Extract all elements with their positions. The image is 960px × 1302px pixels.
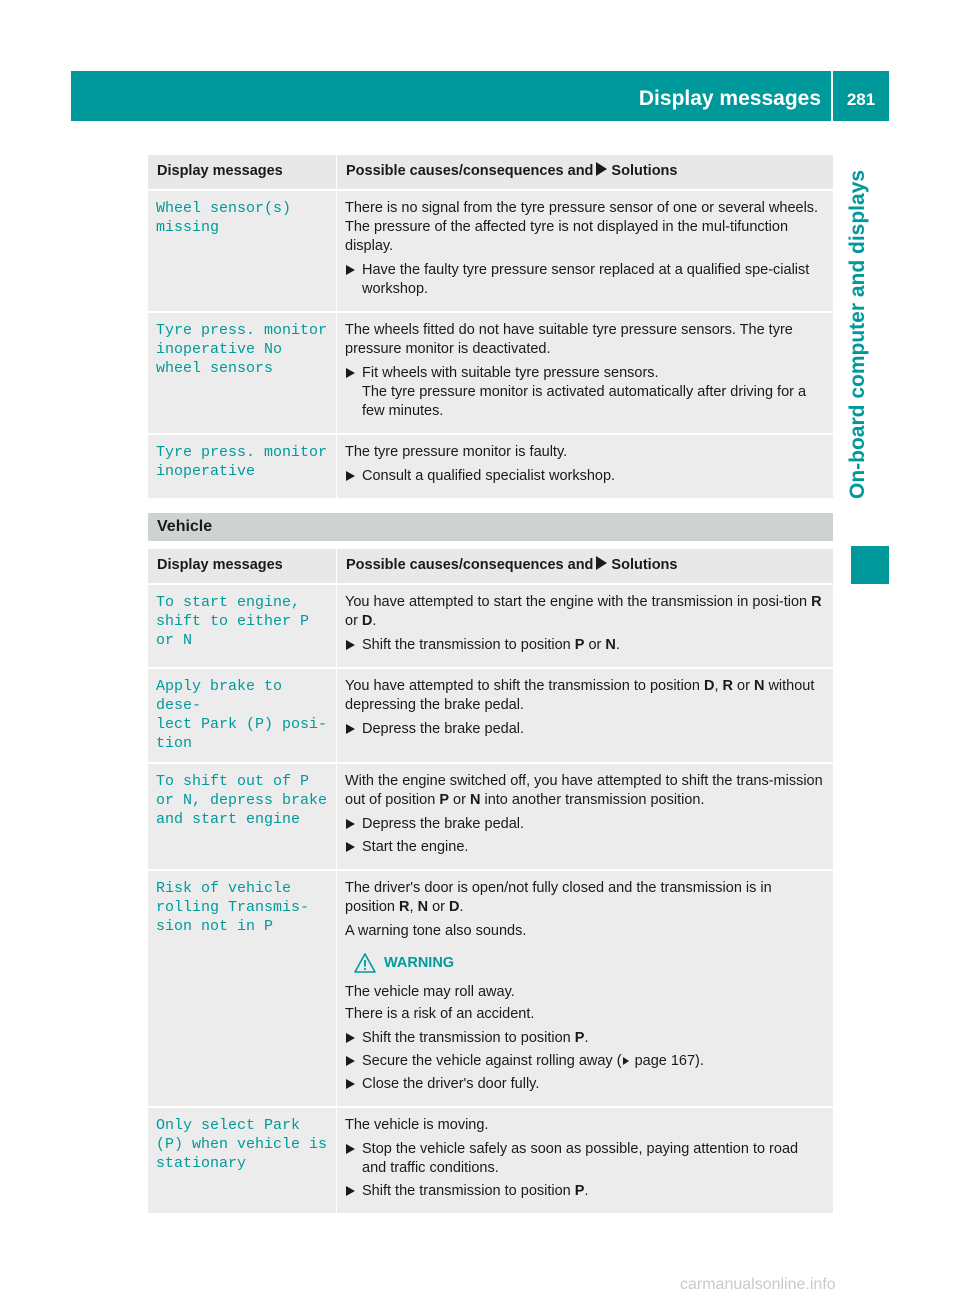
warning-label: WARNING: [384, 954, 455, 971]
message-code-cell: [148, 669, 337, 764]
step-arrow-icon: [346, 1144, 355, 1154]
text-segment: into another transmission position.: [480, 792, 705, 808]
step-arrow-icon: [346, 1056, 355, 1066]
step-arrow-icon: [346, 265, 355, 275]
text-segment: or: [345, 613, 362, 629]
step-text: Depress the brake pedal.: [362, 816, 525, 832]
gear-label: P: [574, 1183, 585, 1199]
step-text: Secure the vehicle against rolling away (: [362, 1053, 622, 1069]
message-code-cell: [148, 1108, 337, 1215]
message-detail-cell: [337, 191, 833, 313]
table-header-row: [148, 549, 833, 585]
chapter-side-label: On-board computer and displays: [846, 170, 869, 500]
table-row: [148, 435, 833, 500]
gear-label: N: [605, 637, 616, 653]
message-code: Only select Park (P) when vehicle is stationary: [156, 1117, 328, 1172]
text-segment: .: [584, 1030, 589, 1046]
table-row: [148, 191, 833, 313]
table-row: [148, 313, 833, 435]
col-solutions-label: Solutions: [611, 163, 678, 179]
step-text: Depress the brake pedal.: [362, 721, 525, 737]
text-segment: .: [584, 1183, 589, 1199]
gear-label: N: [417, 899, 429, 915]
cause-text: A warning tone also sounds.: [345, 923, 527, 939]
message-code: To shift out of P or N, depress brake and start engine: [156, 773, 328, 828]
text-segment: .: [459, 899, 464, 915]
header-bar: [71, 71, 889, 121]
message-detail-cell: [337, 585, 833, 669]
message-code: Tyre press. monitor inoperative: [156, 444, 328, 480]
step-arrow-icon: [346, 724, 355, 734]
step-text: Shift the transmission to position: [362, 637, 575, 653]
text-segment: or: [449, 792, 470, 808]
step-text: Shift the transmission to position: [362, 1183, 575, 1199]
step-arrow-icon: [346, 1079, 355, 1089]
message-detail-cell: [337, 313, 833, 435]
table-row: [148, 764, 833, 871]
gear-label: N: [469, 792, 481, 808]
arrow-icon: [596, 556, 607, 570]
step-note: The tyre pressure monitor is activated automatically after driving for a few minutes.: [362, 384, 807, 419]
solution-step: [345, 1052, 825, 1071]
text-segment: The driver's door is open/not fully closed and the transmission is in position: [345, 880, 772, 915]
cause-text: There is no signal from the tyre pressure sensor of one or several wheels. The pressure of the affected tyre is not displayed in the mul-tifunction display.: [345, 200, 819, 254]
warning-heading: [354, 953, 825, 973]
tyre-messages-table: [148, 155, 833, 500]
step-arrow-icon: [346, 842, 355, 852]
warning-text: The vehicle may roll away.: [345, 984, 515, 1000]
solution-step: [345, 364, 825, 421]
solution-step: [345, 1140, 825, 1178]
col-display-messages: Display messages: [148, 155, 337, 191]
message-code-cell: [148, 191, 337, 313]
message-detail-cell: [337, 669, 833, 764]
gear-label: R: [722, 678, 733, 694]
col-solutions-label: Solutions: [611, 557, 678, 573]
gear-label: P: [574, 637, 585, 653]
message-code: To start engine, shift to either P or N: [156, 594, 310, 649]
col-causes-solutions: [337, 549, 833, 585]
solution-step: [345, 467, 825, 486]
step-arrow-icon: [346, 640, 355, 650]
solution-step: [345, 636, 825, 655]
text-segment: ,: [714, 678, 723, 694]
message-code: Apply brake to dese‐ lect Park (P) posi‐ tion: [156, 678, 328, 752]
solution-step: [345, 815, 825, 834]
text-segment: or: [428, 899, 449, 915]
col-causes-solutions: [337, 155, 833, 191]
col-display-messages: Display messages: [148, 549, 337, 585]
gear-label: R: [811, 594, 822, 610]
message-code-cell: [148, 871, 337, 1108]
message-detail-cell: [337, 1108, 833, 1215]
step-text: Have the faulty tyre pressure sensor replaced at a qualified spe-cialist workshop.: [362, 262, 810, 297]
text-segment: or: [584, 637, 606, 653]
chapter-marker-block: [851, 546, 889, 584]
table-row: [148, 585, 833, 669]
step-text: Close the driver's door fully.: [362, 1076, 540, 1092]
gear-label: R: [399, 899, 410, 915]
cause-text: [345, 879, 825, 917]
message-code-cell: [148, 313, 337, 435]
step-arrow-icon: [346, 471, 355, 481]
col-causes-label: Possible causes/consequences and: [346, 557, 594, 573]
arrow-icon: [596, 162, 607, 176]
message-code: Tyre press. monitor inoperative No wheel sensors: [156, 322, 328, 377]
step-arrow-icon: [346, 1186, 355, 1196]
gear-label: N: [753, 678, 765, 694]
page-number: 281: [846, 90, 876, 109]
page-reference-link[interactable]: page 167: [634, 1053, 696, 1069]
page-reference-icon: [623, 1057, 629, 1065]
gear-label: P: [439, 792, 449, 808]
solution-step: [345, 1029, 825, 1048]
table-row: [148, 669, 833, 764]
text-segment: ,: [409, 899, 418, 915]
text-segment: ).: [695, 1053, 704, 1069]
message-detail-cell: [337, 435, 833, 500]
solution-step: [345, 838, 825, 857]
table-header-row: [148, 155, 833, 191]
message-detail-cell: [337, 764, 833, 871]
solution-step: [345, 261, 825, 299]
step-text: Consult a qualified specialist workshop.: [362, 468, 616, 484]
warning-triangle-icon: [354, 953, 376, 973]
text-segment: You have attempted to shift the transmission to position: [345, 678, 704, 694]
step-text: Stop the vehicle safely as soon as possible, paying attention to road and traffic conditions.: [362, 1141, 799, 1176]
solution-step: [345, 720, 825, 739]
gear-label: P: [574, 1030, 585, 1046]
vehicle-messages-table: [148, 549, 833, 1215]
cause-text: [345, 772, 825, 810]
message-detail-cell: [337, 871, 833, 1108]
step-arrow-icon: [346, 1033, 355, 1043]
table-row: [148, 871, 833, 1108]
gear-label: D: [449, 899, 460, 915]
warning-text: There is a risk of an accident.: [345, 1006, 535, 1022]
message-code-cell: [148, 764, 337, 871]
cause-text: The vehicle is moving.: [345, 1117, 489, 1133]
text-segment: or: [732, 678, 754, 694]
cause-text: The wheels fitted do not have suitable tyre pressure sensors. The tyre pressure monitor is deactivated.: [345, 322, 793, 357]
step-arrow-icon: [346, 368, 355, 378]
step-text: Fit wheels with suitable tyre pressure sensors.: [362, 365, 659, 381]
gear-label: D: [361, 613, 373, 629]
step-arrow-icon: [346, 819, 355, 829]
message-code: Risk of vehicle rolling Transmis‐ sion not in P: [156, 880, 310, 935]
cause-text: [345, 677, 825, 715]
text-segment: .: [615, 637, 620, 653]
cause-text: The tyre pressure monitor is faulty.: [345, 444, 568, 460]
text-segment: With the engine switched off, you have attempted to shift the trans-mission out of position: [345, 773, 823, 808]
step-text: Shift the transmission to position: [362, 1030, 575, 1046]
text-segment: without depressing the brake pedal.: [345, 678, 815, 713]
page-title: Display messages: [638, 87, 821, 110]
text-segment: You have attempted to start the engine with the transmission in posi-tion: [345, 594, 812, 610]
message-code: Wheel sensor(s) missing: [156, 200, 292, 236]
message-code-cell: [148, 585, 337, 669]
message-code-cell: [148, 435, 337, 500]
watermark: carmanualsonline.info: [680, 1276, 836, 1293]
table-row: [148, 1108, 833, 1215]
solution-step: [345, 1182, 825, 1201]
col-causes-label: Possible causes/consequences and: [346, 163, 594, 179]
gear-label: D: [703, 678, 715, 694]
cause-text: [345, 593, 825, 631]
text-segment: .: [372, 613, 377, 629]
solution-step: [345, 1075, 825, 1094]
step-text: Start the engine.: [362, 839, 469, 855]
section-heading-vehicle: Vehicle: [148, 513, 833, 541]
